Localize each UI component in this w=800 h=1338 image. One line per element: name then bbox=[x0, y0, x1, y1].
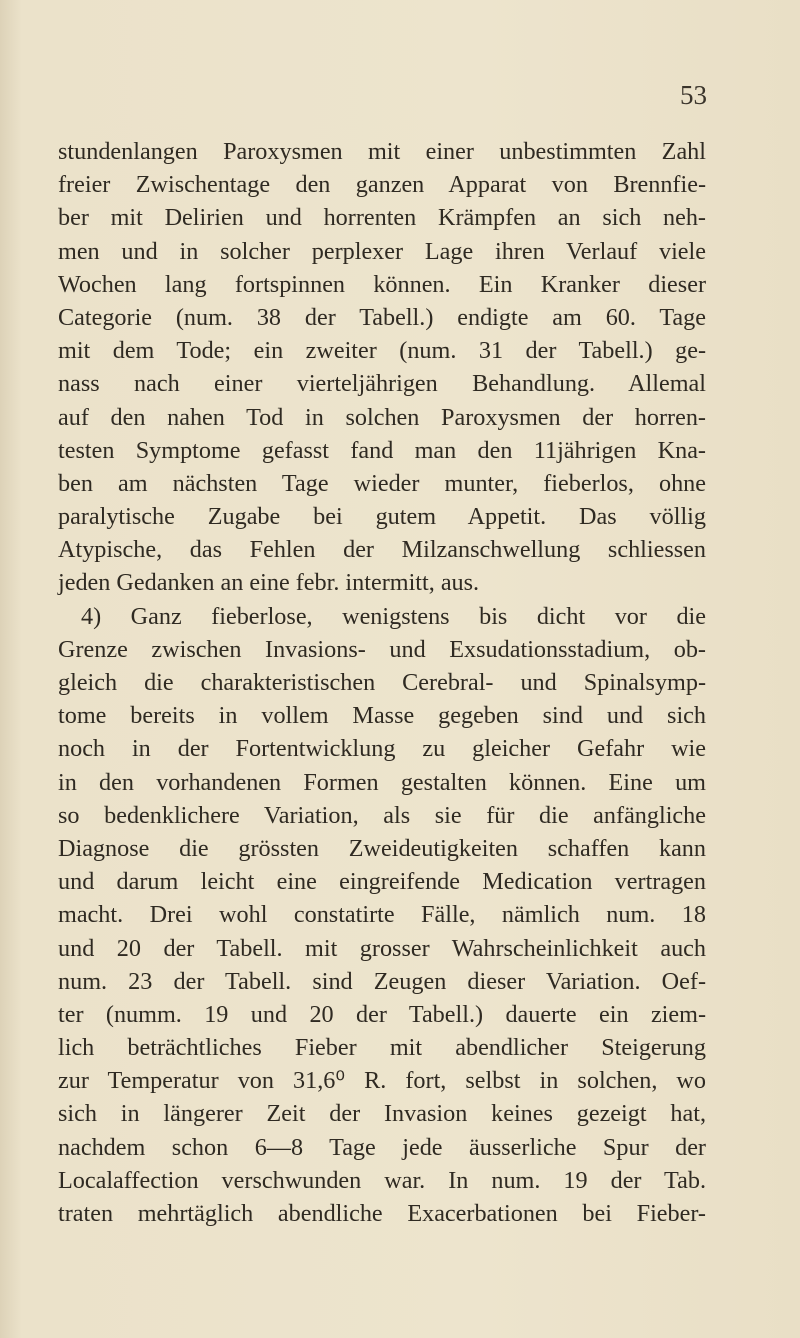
text-line: stundenlangen Paroxysmen mit einer unbestimmten Zahl bbox=[58, 138, 706, 165]
text-line: und darum leicht eine eingreifende Medication vertragen bbox=[58, 868, 706, 896]
text-line: men und in solcher perplexer Lage ihren Verlauf viele bbox=[58, 237, 706, 265]
text-line: ter (numm. 19 und 20 der Tabell.) dauerte ein ziem- bbox=[58, 1000, 706, 1028]
text-line: Wochen lang fortspinnen können. Ein Kranker dieser bbox=[58, 270, 706, 298]
text-line: noch in der Fortentwicklung zu gleicher Gefahr wie bbox=[58, 735, 706, 763]
text-line: 4) Ganz fieberlose, wenigstens bis dicht vor die bbox=[81, 602, 706, 630]
text-line: in den vorhandenen Formen gestalten können. Eine um bbox=[58, 768, 706, 796]
text-line: Categorie (num. 38 der Tabell.) endigte am 60. Tage bbox=[58, 303, 706, 331]
text-line: paralytische Zugabe bei gutem Appetit. Das völlig bbox=[58, 503, 706, 531]
text-line: Diagnose die grössten Zweideutigkeiten schaffen kann bbox=[58, 834, 706, 862]
text-line: sich in längerer Zeit der Invasion keines gezeigt hat, bbox=[58, 1100, 706, 1128]
text-line: testen Symptome gefasst fand man den 11jährigen Kna- bbox=[58, 436, 706, 464]
text-line: mit dem Tode; ein zweiter (num. 31 der Tabell.) ge- bbox=[58, 337, 706, 365]
text-line: Localaffection verschwunden war. In num. 19 der Tab. bbox=[58, 1166, 706, 1194]
text-line: zur Temperatur von 31,6⁰ R. fort, selbst in solchen, wo bbox=[58, 1067, 706, 1095]
text-line: traten mehrtäglich abendliche Exacerbationen bei Fieber- bbox=[58, 1200, 706, 1227]
text-line: so bedenklichere Variation, als sie für die anfängliche bbox=[58, 801, 706, 829]
text-line: num. 23 der Tabell. sind Zeugen dieser Variation. Oef- bbox=[58, 967, 706, 995]
text-line: und 20 der Tabell. mit grosser Wahrscheinlichkeit auch bbox=[58, 934, 706, 962]
text-line: freier Zwischentage den ganzen Apparat von Brennfie- bbox=[58, 171, 706, 199]
body-text bbox=[58, 135, 706, 1230]
text-line: lich beträchtliches Fieber mit abendlicher Steigerung bbox=[58, 1034, 706, 1062]
text-line: ben am nächsten Tage wieder munter, fieberlos, ohne bbox=[58, 469, 706, 497]
text-line: gleich die charakteristischen Cerebral- und Spinalsymp- bbox=[58, 669, 706, 696]
text-line: jeden Gedanken an eine febr. intermitt, aus. bbox=[58, 569, 480, 597]
text-line: nachdem schon 6—8 Tage jede äusserliche Spur der bbox=[58, 1133, 706, 1161]
text-line: tome bereits in vollem Masse gegeben sind und sich bbox=[58, 702, 706, 730]
text-line: nass nach einer vierteljährigen Behandlung. Allemal bbox=[58, 370, 706, 398]
text-line: Grenze zwischen Invasions- und Exsudationsstadium, ob- bbox=[58, 635, 706, 663]
text-line: ber mit Delirien und horrenten Krämpfen an sich neh- bbox=[58, 204, 706, 232]
page-number: 53 bbox=[680, 80, 707, 110]
text-line: macht. Drei wohl constatirte Fälle, nämlich num. 18 bbox=[58, 901, 706, 929]
text-line: Atypische, das Fehlen der Milzanschwellung schliessen bbox=[58, 536, 706, 564]
text-line: auf den nahen Tod in solchen Paroxysmen der horren- bbox=[58, 403, 706, 431]
